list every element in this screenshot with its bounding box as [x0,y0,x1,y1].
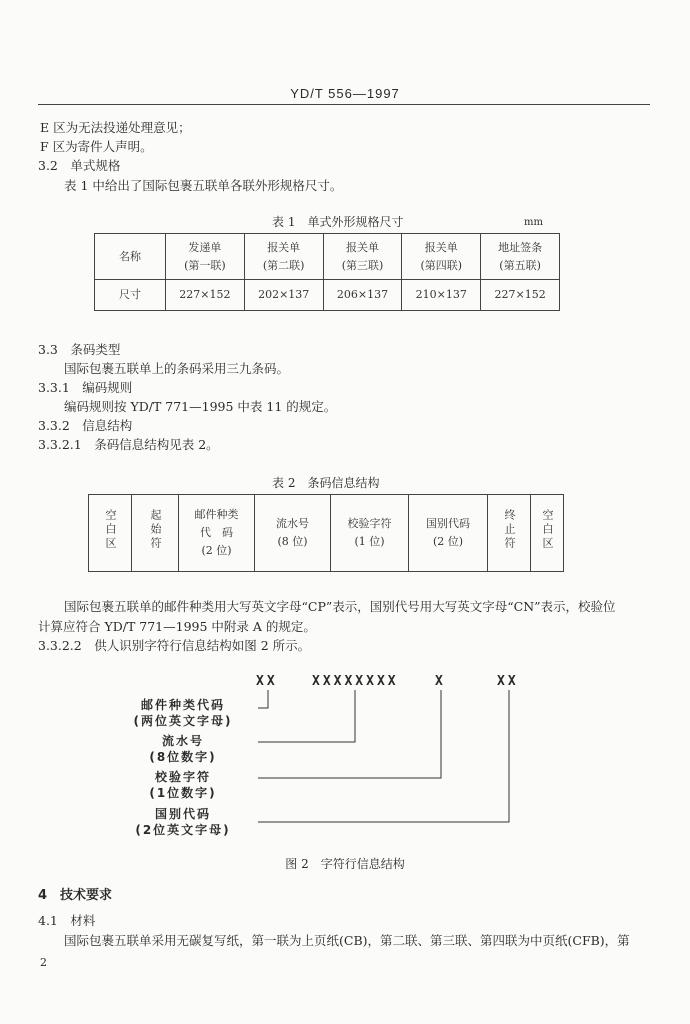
figure2-label-note: (两位英文字母) [133,714,233,728]
section-3-3-text: 国际包裹五联单上的条码采用三九条码。 [64,361,290,376]
table2-cell-text: 空白区 [104,509,117,551]
code-part-mail-type: XX [256,674,278,689]
section-3-3-2: 3.3.2 信息结构 [38,418,133,433]
section-3-2-text: 表 1 中给出了国际包裹五联单各联外形规格尺寸。 [64,178,343,193]
section-3-3: 3.3 条码类型 [38,342,121,357]
leader-line-mail-type [258,690,268,708]
table1-cell: 227×152 [166,280,245,311]
table2-cell-sub: (2 位) [432,535,464,548]
figure2-label-country [123,806,243,838]
code-part-serial: XXXXXXXX [312,674,399,689]
code-part-check: X [435,674,446,689]
table2-cell-text: 终止符 [503,509,516,551]
table1-header-label: 报关单 [267,240,301,254]
table1-header-sub: (第五联) [499,258,541,272]
paragraph-line-2: 计算应符合 YD/T 771—1995 中附录 A 的规定。 [38,619,316,634]
table1-header-label: 报关单 [424,240,458,254]
table1-cell: 227×152 [481,280,560,311]
code-part-country: XX [497,674,519,689]
table1-unit: mm [524,217,543,228]
figure2-label-title: 校验字符 [154,770,211,784]
section-4: 4 技术要求 [38,888,113,903]
figure2-label-note: (8位数字) [149,750,217,764]
section-3-3-2-1: 3.3.2.1 条码信息结构见表 2。 [38,437,219,452]
table1-header-sub: (第一联) [184,258,226,272]
figure2-caption: 图 2 字符行信息结构 [285,857,405,871]
page-number: 2 [40,956,47,969]
figure2-label-title: 国别代码 [154,807,211,821]
table1-header-label: 地址签条 [498,240,543,254]
f-zone-line: F 区为寄件人声明。 [40,139,153,154]
table1-cell: 210×137 [402,280,481,311]
table2-cell-sub: (2 位) [201,544,232,557]
table2-cell-text: 国别代码 [426,517,470,530]
table2-cell-text: 校验字符 [347,517,392,530]
section-4-1-text: 国际包裹五联单采用无碳复写纸，第一联为上页纸(CB)，第二联、第三联、第四联为中页纸(CFB)，第 [64,933,630,948]
figure2-label-mail-type [123,697,243,729]
figure2-label-note: (1位数字) [149,786,217,800]
e-zone-line: E 区为无法投递处理意见； [40,120,191,135]
figure2-label-title: 流水号 [161,734,204,748]
table1-cell: 206×137 [323,280,402,311]
section-3-3-1: 3.3.1 编码规则 [38,380,133,395]
table2-cell-sub: (8 位) [277,535,308,548]
paragraph-line-1: 国际包裹五联单的邮件种类用大写英文字母“CP”表示，国别代号用大写英文字母“CN”表示，校验位 [64,599,616,614]
table1-header-label: 报关单 [345,240,379,254]
table2-cell-text: 起始符 [149,509,162,551]
section-3-3-1-text: 编码规则按 YD/T 771—1995 中表 11 的规定。 [64,399,337,414]
table1-caption: 表 1 单式外形规格尺寸 [272,215,404,229]
section-3-3-2-2: 3.3.2.2 供人识别字符行信息结构如图 2 所示。 [38,638,311,653]
figure2-label-note: (2位英文字母) [135,823,231,837]
figure2-label-serial [123,733,243,765]
table1-header-label: 名称 [119,249,141,263]
table1-cell: 尺寸 [95,280,166,311]
table1-header-sub: (第二联) [262,258,305,272]
figure2-label-title: 邮件种类代码 [140,698,225,712]
table2-cell-sub: (1 位) [354,535,385,548]
leader-line-check [258,690,441,778]
table1-header-sub: (第四联) [420,258,463,272]
leader-line-country [258,690,509,822]
table2-cell-text: 流水号 [276,517,309,530]
table2-cell-sub: 代 码 [200,526,233,539]
leader-line-serial [258,690,355,742]
figure2-label-check [123,769,243,801]
page-header: YD/T 556—1997 [290,86,400,101]
table1-header-sub: (第三联) [341,258,384,272]
section-3-2: 3.2 单式规格 [38,158,121,173]
table1-header-label: 发递单 [188,240,222,254]
table2-cell-text: 邮件种类 [194,508,239,521]
table2-cell-text: 空白区 [541,509,554,551]
table1-cell: 202×137 [244,280,323,311]
table2-caption: 表 2 条码信息结构 [272,476,380,490]
section-4-1: 4.1 材料 [38,913,96,928]
